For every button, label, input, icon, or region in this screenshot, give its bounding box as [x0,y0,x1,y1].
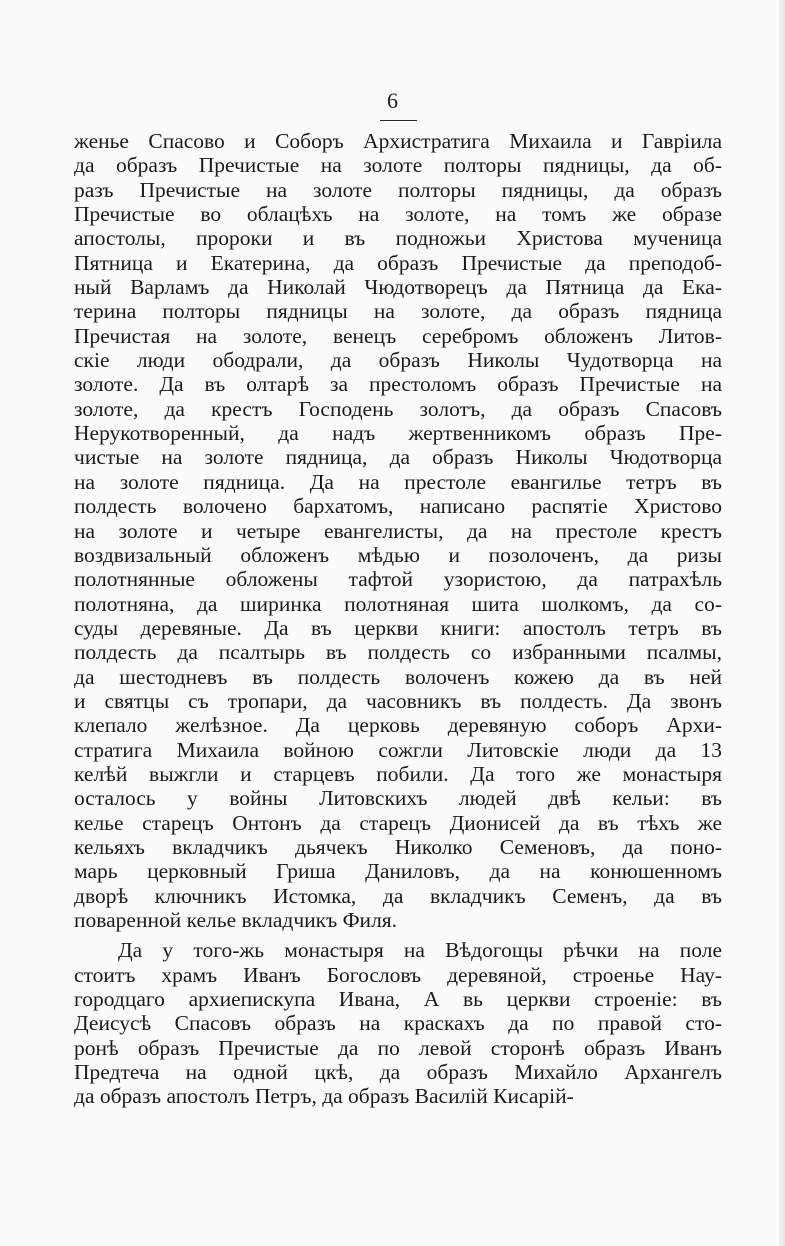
text-line: на золоте пядница. Да на престоле евангилье тетръ въ [74,469,722,494]
text-line: поваренной келье вкладчикъ Филя. [74,908,398,932]
text-line: скіе люди ободрали, да образъ Николы Чудотворца на [74,348,722,373]
text-line: Пречистая на золоте, венецъ серебромъ обложенъ Литов- [74,323,722,348]
text-line: полдесть да псалтырь въ полдесть со избранными псалмы, [74,640,722,665]
text-line: разъ Пречистые на золоте полторы пядницы, да образъ [74,177,722,202]
text-line: Нерукотворенный, да надъ жертвенникомъ образъ Пре- [74,421,722,446]
text-line: золоте, да крестъ Господень золотъ, да образъ Спасовъ [74,396,722,421]
text-line: Предтеча на одной цкѣ, да образъ Михайло Архангелъ [74,1060,722,1085]
text-line: городцаго архиепискупа Ивана, А вь церкви строеніе: въ [74,987,722,1012]
text-line: ный Варламъ да Николай Чюдотворецъ да Пятница да Ека- [74,275,722,300]
text-line: золоте. Да въ олтарѣ за престоломъ образъ Пречистые на [74,372,722,397]
text-line: марь церковный Гриша Даниловъ, да на конюшенномъ [74,859,722,884]
text-line: полдесть волочено бархатомъ, написано распятіе Христово [74,494,722,519]
text-line: женье Спасово и Соборъ Архистратига Михаила и Гавріила [74,129,722,153]
page-number: 6 [387,88,398,113]
text-line: да образъ апостолъ Петръ, да образъ Василій Кисарій- [74,1084,574,1109]
text-line: кельяхъ вкладчикъ дьячекъ Николко Семеновъ, да поно- [74,834,722,859]
text-line: Пятница и Екатерина, да образъ Пречистые да преподоб- [74,250,722,275]
body-text [74,129,722,1109]
text-line: стратига Михаила войною сожгли Литовскіе люди да 13 [74,737,722,762]
text-line: воздвизальный обложенъ мѣдью и позолоченъ, да ризы [74,542,722,567]
text-line: Да у того-жь монастыря на Вѣдогощы рѣчки на поле [118,938,722,963]
text-line: Деисусѣ Спасовъ образъ на краскахъ да по правой сто- [74,1011,722,1036]
text-line: да шестодневъ въ полдесть волоченъ кожею да въ ней [74,664,722,689]
text-line: дворѣ ключникъ Истомка, да вкладчикъ Семенъ, да въ [74,883,722,908]
text-line: клепало желѣзное. Да церковь деревяную соборъ Архи- [74,713,722,738]
text-line: ронѣ образъ Пречистые да по левой сторонѣ образъ Иванъ [74,1035,722,1060]
text-line: келье старецъ Онтонъ да старецъ Дионисей да въ тѣхъ же [74,810,722,835]
text-line: полотнянные обложены тафтой узористою, да патрахѣль [74,567,722,592]
text-line: осталось у войны Литовскихъ людей двѣ кельи: въ [74,786,722,811]
text-line: и святцы съ тропари, да часовникъ въ полдесть. Да звонъ [74,688,722,713]
text-line: терина полторы пядницы на золоте, да образъ пядница [74,299,722,324]
text-line: суды деревяные. Да въ церкви книги: апостолъ тетръ въ [74,615,722,640]
text-line: да образъ Пречистые на золоте полторы пядницы, да об- [74,153,722,178]
page-number-rule [380,120,417,121]
text-line: на золоте и четыре евангелисты, да на престоле крестъ [74,518,722,543]
text-line: стоитъ храмъ Иванъ Богословъ деревяной, строенье Нау- [74,962,722,987]
page-edge [779,0,785,1246]
text-line: келѣй выжгли и старцевъ побили. Да того же монастыря [74,761,722,786]
text-line: чистые на золоте пядница, да образъ Николы Чюдотворца [74,445,722,470]
text-line: апостолы, пророки и въ подножьи Христова мученица [74,226,722,251]
text-line: Пречистые во облацѣхъ на золоте, на томъ же образе [74,202,722,227]
text-line: полотняна, да ширинка полотняная шита шолкомъ, да со- [74,591,722,616]
